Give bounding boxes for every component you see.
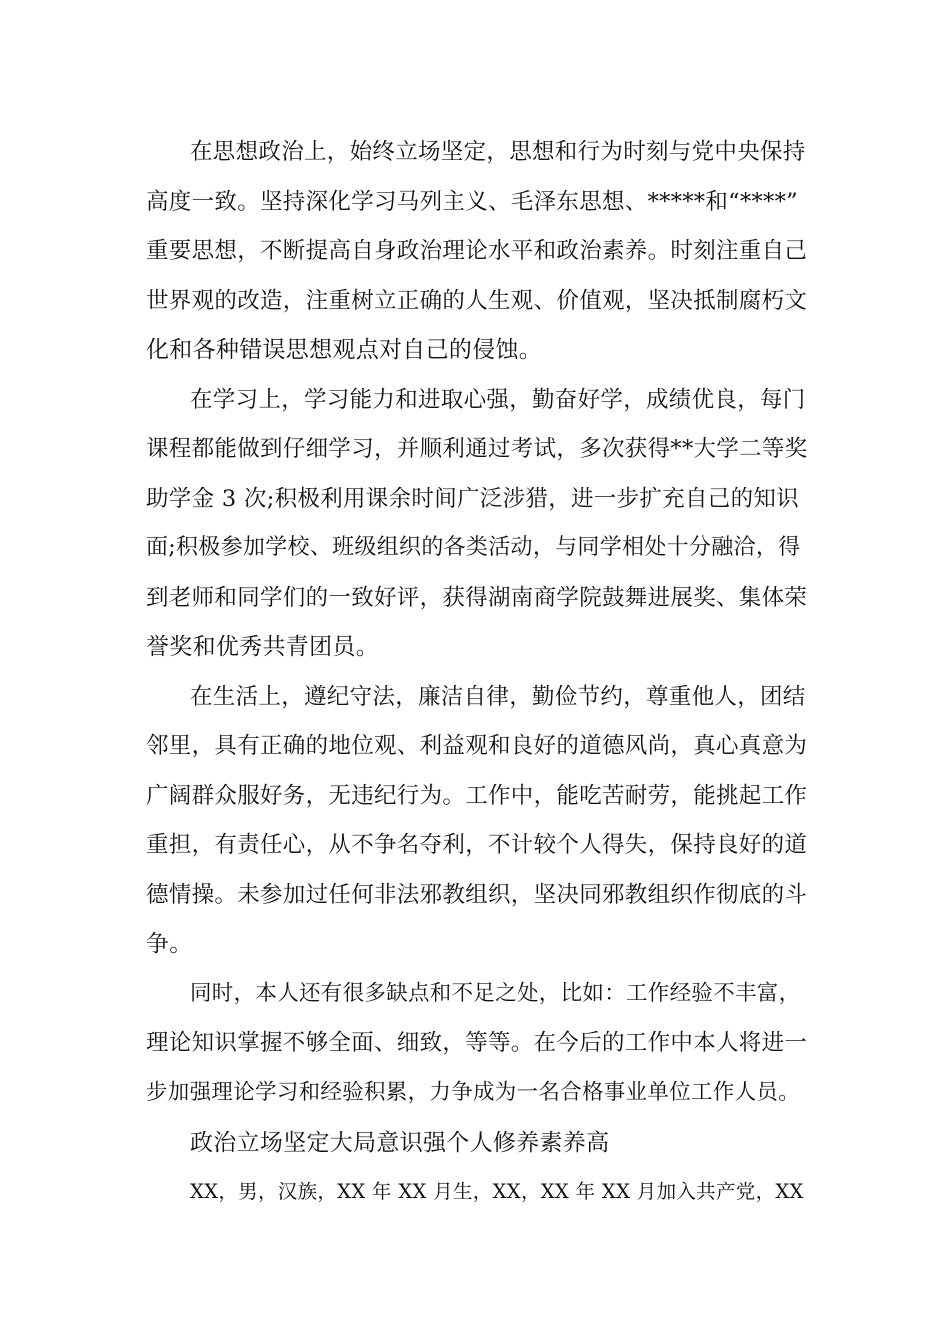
- text-line: 誉奖和优秀共青团员。: [146, 634, 379, 660]
- text-line: 邻里，具有正确的地位观、利益观和良好的道德风尚，真心真意为: [146, 733, 808, 759]
- text-line: 在生活上，遵纪守法，廉洁自律，勤俭节约，尊重他人，团结: [190, 684, 806, 710]
- text-line: 高度一致。坚持深化学习马列主义、毛泽东思想、*****和“****”: [146, 189, 798, 215]
- text-line: 广阔群众服好务，无违纪行为。工作中，能吃苦耐劳，能挑起工作: [146, 783, 808, 809]
- text-line: XX，男，汉族，XX 年 XX 月生，XX，XX 年 XX 月加入共产党，XX: [190, 1180, 804, 1203]
- text-line: 重要思想，不断提高自身政治理论水平和政治素养。时刻注重自己: [146, 238, 808, 264]
- text-line: 化和各种错误思想观点对自己的侵蚀。: [146, 337, 543, 363]
- text-line: 世界观的改造，注重树立正确的人生观、价值观，坚决抵制腐朽文: [146, 288, 808, 314]
- text-line: 面;积极参加学校、班级组织的各类活动，与同学相处十分融洽，得: [146, 535, 801, 560]
- text-line: 在思想政治上，始终立场坚定，思想和行为时刻与党中央保持: [190, 139, 806, 165]
- text-line: 重担，有责任心，从不争名夺利，不计较个人得失，保持良好的道: [146, 832, 808, 858]
- text-line: 理论知识掌握不够全面、细致，等等。在今后的工作中本人将进一: [146, 1030, 808, 1056]
- text-line: 到老师和同学们的一致好评，获得湖南商学院鼓舞进展奖、集体荣: [146, 585, 808, 611]
- section-heading: 政治立场坚定大局意识强个人修养素养高: [190, 1130, 610, 1156]
- text-line: 德情操。未参加过任何非法邪教组织，坚决同邪教组织作彻底的斗: [146, 882, 808, 908]
- text-line: 步加强理论学习和经验积累，力争成为一名合格事业单位工作人员。: [146, 1080, 801, 1105]
- text-line: 课程都能做到仔细学习，并顺利通过考试，多次获得**大学二等奖: [146, 436, 808, 462]
- text-line: 同时，本人还有很多缺点和不足之处，比如：工作经验不丰富，: [190, 981, 801, 1006]
- text-line: 助学金 3 次;积极利用课余时间广泛涉猎，进一步扩充自己的知识: [146, 486, 800, 512]
- text-line: 在学习上，学习能力和进取心强，勤奋好学，成绩优良，每门: [190, 387, 806, 413]
- text-line: 争。: [146, 931, 193, 957]
